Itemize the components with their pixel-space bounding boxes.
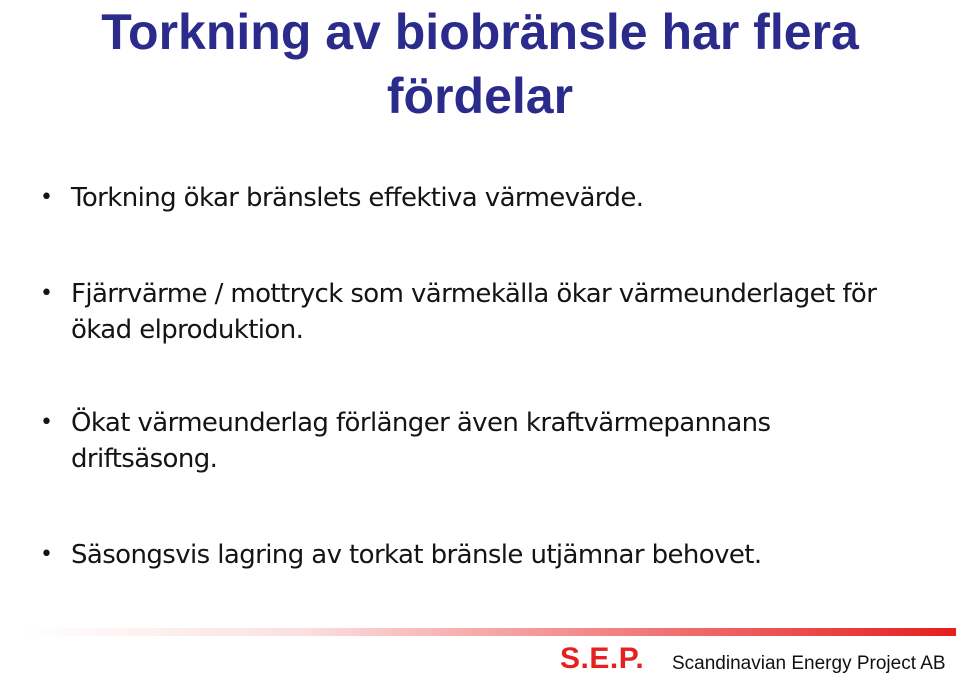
bullet-text-line: Säsongsvis lagring av torkat bränsle utjämnar behovet. [71, 540, 762, 570]
bullet-text-line: Ökat värmeunderlag förlänger även kraftvärmepannans [71, 408, 771, 438]
bullet-text-line: ökad elproduktion. [71, 315, 304, 345]
bullet-item [40, 537, 920, 573]
bullet-item [40, 180, 920, 216]
bullet-dot-icon: • [40, 542, 53, 567]
slide-footer [0, 640, 956, 676]
bullet-dot-icon: • [40, 410, 53, 435]
bullet-text-line: driftsäsong. [71, 444, 218, 474]
slide-title-line-2: fördelar [386, 68, 574, 124]
company-name: Scandinavian Energy Project AB [672, 653, 946, 674]
bullet-text-line: Fjärrvärme / mottryck som värmekälla ökar värmeunderlaget för [71, 279, 877, 309]
bullet-text-line: Torkning ökar bränslets effektiva värmevärde. [71, 183, 644, 213]
bullet-item [40, 405, 920, 477]
footer-accent-bar [20, 628, 956, 636]
company-logo: S.E.P. [560, 642, 645, 675]
bullet-item [40, 276, 920, 348]
bullet-dot-icon: • [40, 185, 53, 210]
slide-title-line-1: Torkning av biobränsle har flera [101, 4, 859, 60]
bullet-dot-icon: • [40, 281, 53, 306]
